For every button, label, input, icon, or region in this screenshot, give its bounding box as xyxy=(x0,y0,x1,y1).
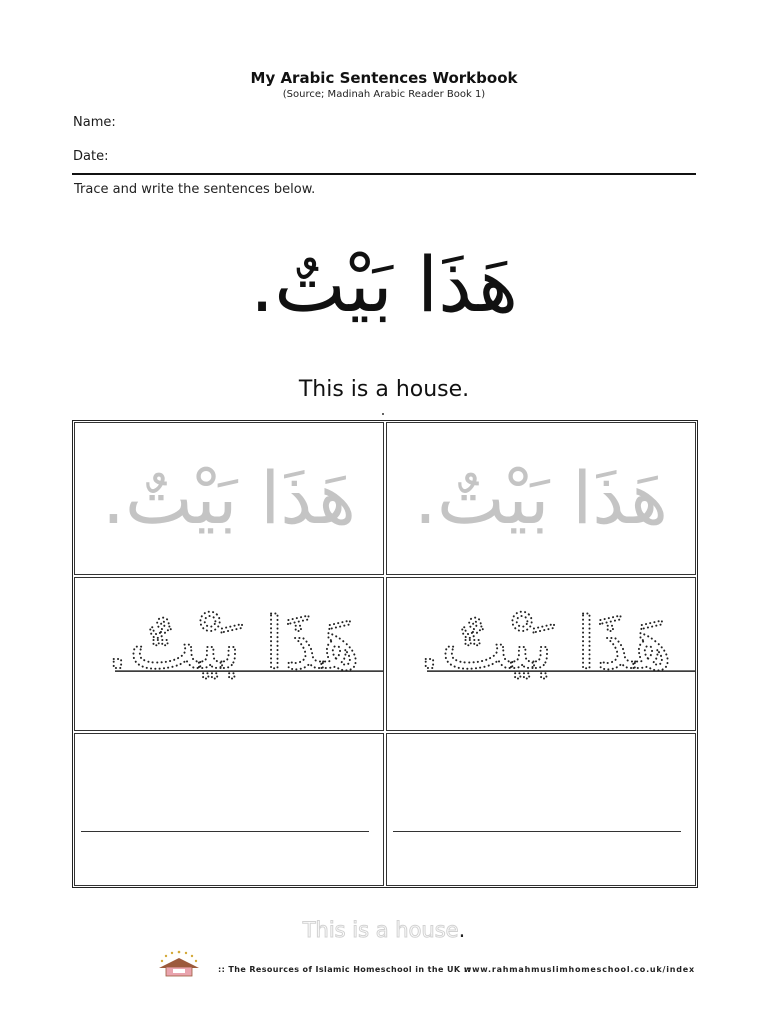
footer-tagline: :: The Resources of Islamic Homeschool in the UK :: xyxy=(218,965,471,974)
gray-trace-cell-right xyxy=(386,422,696,575)
dotted-trace-sentence: هَذَا بَيْتٌ. xyxy=(105,601,361,686)
house-logo-icon xyxy=(156,950,202,978)
writing-line xyxy=(81,831,369,832)
dotted-trace-canvas xyxy=(387,578,695,729)
gray-trace-cell-left xyxy=(74,422,384,575)
footer-website-url: www.rahmahmuslimhomeschool.co.uk/index xyxy=(463,965,695,974)
gray-trace-sentence: هَذَا بَيْتٌ. xyxy=(102,455,357,540)
dotted-trace-cell-right xyxy=(386,577,696,730)
instructions-text: Trace and write the sentences below. xyxy=(74,182,316,197)
write-cell-left xyxy=(74,733,384,886)
outline-trace-period: . xyxy=(458,918,466,942)
worksheet-title: My Arabic Sentences Workbook xyxy=(250,69,518,87)
english-translation: This is a house. xyxy=(298,377,470,402)
practice-grid xyxy=(72,420,698,888)
dotted-trace-canvas xyxy=(75,578,383,729)
header-divider xyxy=(72,173,696,175)
date-label: Date: xyxy=(73,149,109,164)
dotted-trace-sentence: هَذَا بَيْتٌ. xyxy=(417,601,673,686)
gray-trace-sentence: هَذَا بَيْتٌ. xyxy=(414,455,669,540)
write-cell-right xyxy=(386,733,696,886)
arabic-sentence: هَذَا بَيْتٌ. xyxy=(249,240,519,329)
outline-trace-text: This is a house xyxy=(302,918,459,942)
name-label: Name: xyxy=(73,115,116,130)
outline-trace-sentence xyxy=(0,918,768,942)
practice-grid-cells xyxy=(74,422,696,886)
stray-dot xyxy=(382,413,384,415)
dotted-trace-cell-left xyxy=(74,577,384,730)
source-note: (Source; Madinah Arabic Reader Book 1) xyxy=(282,89,486,100)
writing-line xyxy=(393,831,681,832)
